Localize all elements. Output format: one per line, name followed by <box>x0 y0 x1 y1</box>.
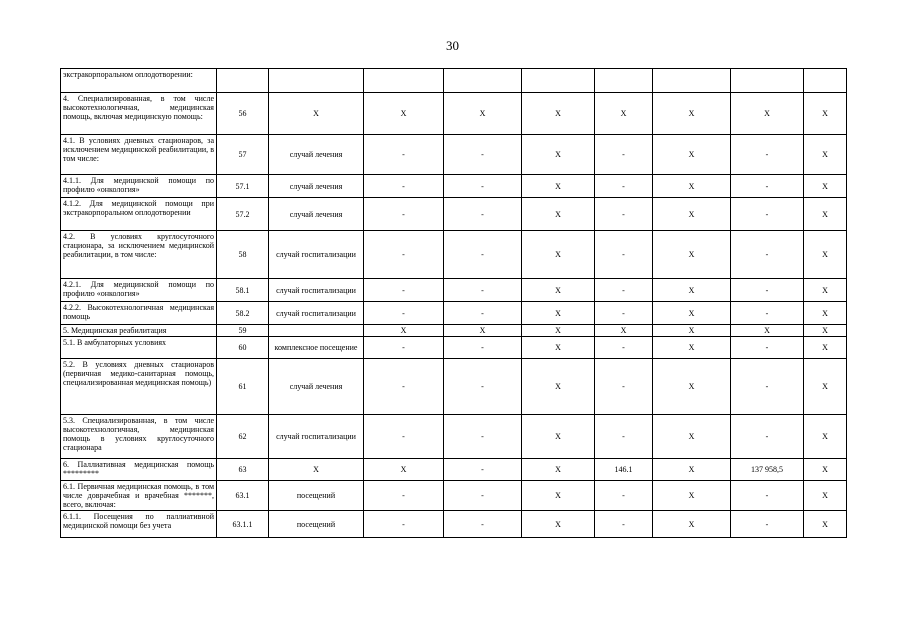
row-value-cell-5: X <box>653 93 731 135</box>
row-line-code-cell <box>217 69 269 93</box>
row-line-code-cell: 60 <box>217 337 269 359</box>
row-value-cell-1: X <box>364 325 444 337</box>
row-name-cell: 5. Медицинская реабилитация <box>61 325 217 337</box>
table-row <box>61 325 847 337</box>
row-line-code-cell: 56 <box>217 93 269 135</box>
row-value-cell-6: 137 958,5 <box>731 459 804 481</box>
row-name-cell: 4.2.2. Высокотехнологичная медицинская помощь <box>61 302 217 325</box>
row-value-cell-7: X <box>804 198 847 231</box>
row-value-cell-5: X <box>653 337 731 359</box>
row-value-cell-4: - <box>595 337 653 359</box>
table-row <box>61 359 847 415</box>
row-value-cell-7: X <box>804 481 847 511</box>
row-value-cell-2 <box>444 69 522 93</box>
row-unit-cell: X <box>269 459 364 481</box>
row-value-cell-3: X <box>522 359 595 415</box>
row-value-cell-1: - <box>364 337 444 359</box>
row-line-code-cell: 58.1 <box>217 279 269 302</box>
row-value-cell-4: X <box>595 93 653 135</box>
row-value-cell-2: - <box>444 231 522 279</box>
row-value-cell-2: - <box>444 175 522 198</box>
row-value-cell-3: X <box>522 302 595 325</box>
row-value-cell-3: X <box>522 198 595 231</box>
row-value-cell-2: - <box>444 198 522 231</box>
table-body <box>61 69 847 538</box>
row-line-code-cell: 59 <box>217 325 269 337</box>
report-table <box>60 68 847 538</box>
table-row <box>61 511 847 538</box>
row-value-cell-3: X <box>522 511 595 538</box>
row-value-cell-6: X <box>731 325 804 337</box>
row-line-code-cell: 57.2 <box>217 198 269 231</box>
row-name-cell: 6.1. Первичная медицинская помощь, в том числе доврачебная и врачебная *******, всего, включая: <box>61 481 217 511</box>
row-name-cell: 4. Специализированная, в том числе высокотехнологичная, медицинская помощь, включая медицинскую помощь: <box>61 93 217 135</box>
table-row <box>61 481 847 511</box>
row-value-cell-4: - <box>595 415 653 459</box>
row-value-cell-5: X <box>653 359 731 415</box>
row-value-cell-7: X <box>804 279 847 302</box>
row-value-cell-5: X <box>653 175 731 198</box>
row-value-cell-6: X <box>731 93 804 135</box>
row-line-code-cell: 62 <box>217 415 269 459</box>
row-value-cell-7: X <box>804 175 847 198</box>
row-value-cell-5: X <box>653 231 731 279</box>
row-unit-cell <box>269 325 364 337</box>
row-value-cell-5: X <box>653 135 731 175</box>
row-value-cell-4: - <box>595 359 653 415</box>
row-line-code-cell: 61 <box>217 359 269 415</box>
row-unit-cell: X <box>269 93 364 135</box>
row-value-cell-4: - <box>595 279 653 302</box>
row-name-cell: 4.1.2. Для медицинской помощи при экстракорпоральном оплодотворении <box>61 198 217 231</box>
row-value-cell-1: - <box>364 481 444 511</box>
row-value-cell-3: X <box>522 231 595 279</box>
row-line-code-cell: 63.1.1 <box>217 511 269 538</box>
row-value-cell-2: - <box>444 359 522 415</box>
table-row <box>61 231 847 279</box>
row-value-cell-3: X <box>522 135 595 175</box>
row-value-cell-7: X <box>804 93 847 135</box>
row-value-cell-4: - <box>595 135 653 175</box>
row-value-cell-4 <box>595 69 653 93</box>
row-value-cell-2: - <box>444 511 522 538</box>
row-value-cell-3 <box>522 69 595 93</box>
table-row <box>61 93 847 135</box>
row-unit-cell: комплексное посещение <box>269 337 364 359</box>
row-value-cell-3: X <box>522 459 595 481</box>
row-value-cell-6: - <box>731 175 804 198</box>
row-value-cell-1: X <box>364 459 444 481</box>
row-value-cell-1 <box>364 69 444 93</box>
row-value-cell-7: X <box>804 337 847 359</box>
row-value-cell-7: X <box>804 325 847 337</box>
row-value-cell-5: X <box>653 325 731 337</box>
row-unit-cell: случай лечения <box>269 175 364 198</box>
table-row <box>61 459 847 481</box>
row-value-cell-5: X <box>653 481 731 511</box>
row-value-cell-4: - <box>595 511 653 538</box>
row-value-cell-2: - <box>444 459 522 481</box>
row-name-cell: 4.2. В условиях круглосуточного стационара, за исключением медицинской реабилитации, в том числе: <box>61 231 217 279</box>
row-value-cell-1: - <box>364 511 444 538</box>
row-unit-cell: случай госпитализации <box>269 302 364 325</box>
row-value-cell-1: - <box>364 231 444 279</box>
row-value-cell-7: X <box>804 135 847 175</box>
row-value-cell-4: X <box>595 325 653 337</box>
row-value-cell-5: X <box>653 198 731 231</box>
row-name-cell: 6.1.1. Посещения по паллиативной медицинской помощи без учета <box>61 511 217 538</box>
row-value-cell-5 <box>653 69 731 93</box>
row-line-code-cell: 63 <box>217 459 269 481</box>
table-row <box>61 279 847 302</box>
row-value-cell-6: - <box>731 337 804 359</box>
row-value-cell-6: - <box>731 359 804 415</box>
row-value-cell-2: X <box>444 325 522 337</box>
row-value-cell-4: - <box>595 481 653 511</box>
row-name-cell: экстракорпоральном оплодотворении: <box>61 69 217 93</box>
table-row <box>61 135 847 175</box>
row-unit-cell <box>269 69 364 93</box>
row-value-cell-1: X <box>364 93 444 135</box>
row-value-cell-2: - <box>444 415 522 459</box>
row-value-cell-1: - <box>364 359 444 415</box>
row-line-code-cell: 57 <box>217 135 269 175</box>
table-row <box>61 302 847 325</box>
row-value-cell-6: - <box>731 511 804 538</box>
row-value-cell-7: X <box>804 231 847 279</box>
table-row <box>61 337 847 359</box>
row-value-cell-6: - <box>731 415 804 459</box>
row-name-cell: 5.1. В амбулаторных условиях <box>61 337 217 359</box>
table-row <box>61 415 847 459</box>
row-value-cell-6: - <box>731 279 804 302</box>
row-value-cell-6 <box>731 69 804 93</box>
row-value-cell-4: - <box>595 175 653 198</box>
row-value-cell-3: X <box>522 279 595 302</box>
row-value-cell-4: - <box>595 302 653 325</box>
row-name-cell: 4.1. В условиях дневных стационаров, за исключением медицинской реабилитации, в том числе: <box>61 135 217 175</box>
row-value-cell-1: - <box>364 279 444 302</box>
row-value-cell-7: X <box>804 302 847 325</box>
row-value-cell-6: - <box>731 198 804 231</box>
row-value-cell-4: - <box>595 198 653 231</box>
row-value-cell-2: - <box>444 279 522 302</box>
row-name-cell: 4.1.1. Для медицинской помощи по профилю «онкология» <box>61 175 217 198</box>
row-value-cell-5: X <box>653 302 731 325</box>
row-unit-cell: случай госпитализации <box>269 415 364 459</box>
row-value-cell-4: - <box>595 231 653 279</box>
row-value-cell-6: - <box>731 481 804 511</box>
row-unit-cell: случай лечения <box>269 198 364 231</box>
row-value-cell-3: X <box>522 337 595 359</box>
row-value-cell-3: X <box>522 415 595 459</box>
table-row <box>61 175 847 198</box>
row-line-code-cell: 58 <box>217 231 269 279</box>
page-number: 30 <box>446 38 459 53</box>
row-value-cell-5: X <box>653 511 731 538</box>
row-value-cell-7: X <box>804 415 847 459</box>
row-unit-cell: посещений <box>269 511 364 538</box>
row-unit-cell: посещений <box>269 481 364 511</box>
row-value-cell-7: X <box>804 459 847 481</box>
row-value-cell-2: - <box>444 481 522 511</box>
row-value-cell-7: X <box>804 359 847 415</box>
row-value-cell-6: - <box>731 302 804 325</box>
row-name-cell: 6. Паллиативная медицинская помощь ********* <box>61 459 217 481</box>
row-value-cell-1: - <box>364 415 444 459</box>
row-value-cell-4: 146.1 <box>595 459 653 481</box>
row-unit-cell: случай лечения <box>269 135 364 175</box>
row-value-cell-3: X <box>522 93 595 135</box>
row-line-code-cell: 63.1 <box>217 481 269 511</box>
table-row <box>61 69 847 93</box>
row-line-code-cell: 58.2 <box>217 302 269 325</box>
row-value-cell-1: - <box>364 135 444 175</box>
row-value-cell-1: - <box>364 175 444 198</box>
table-row <box>61 198 847 231</box>
row-value-cell-1: - <box>364 198 444 231</box>
row-value-cell-2: X <box>444 93 522 135</box>
row-value-cell-5: X <box>653 279 731 302</box>
row-value-cell-7 <box>804 69 847 93</box>
row-value-cell-1: - <box>364 302 444 325</box>
row-value-cell-6: - <box>731 231 804 279</box>
row-value-cell-6: - <box>731 135 804 175</box>
row-unit-cell: случай госпитализации <box>269 279 364 302</box>
row-name-cell: 5.2. В условиях дневных стационаров (первичная медико-санитарная помощь, специализированная медицинская помощь) <box>61 359 217 415</box>
row-value-cell-3: X <box>522 175 595 198</box>
row-value-cell-2: - <box>444 302 522 325</box>
row-value-cell-5: X <box>653 415 731 459</box>
row-line-code-cell: 57.1 <box>217 175 269 198</box>
row-unit-cell: случай госпитализации <box>269 231 364 279</box>
row-value-cell-7: X <box>804 511 847 538</box>
row-value-cell-3: X <box>522 325 595 337</box>
row-name-cell: 4.2.1. Для медицинской помощи по профилю «онкология» <box>61 279 217 302</box>
row-unit-cell: случай лечения <box>269 359 364 415</box>
row-value-cell-3: X <box>522 481 595 511</box>
row-value-cell-5: X <box>653 459 731 481</box>
row-value-cell-2: - <box>444 135 522 175</box>
row-value-cell-2: - <box>444 337 522 359</box>
row-name-cell: 5.3. Специализированная, в том числе высокотехнологичная, медицинская помощь в условиях круглосуточного стационара <box>61 415 217 459</box>
